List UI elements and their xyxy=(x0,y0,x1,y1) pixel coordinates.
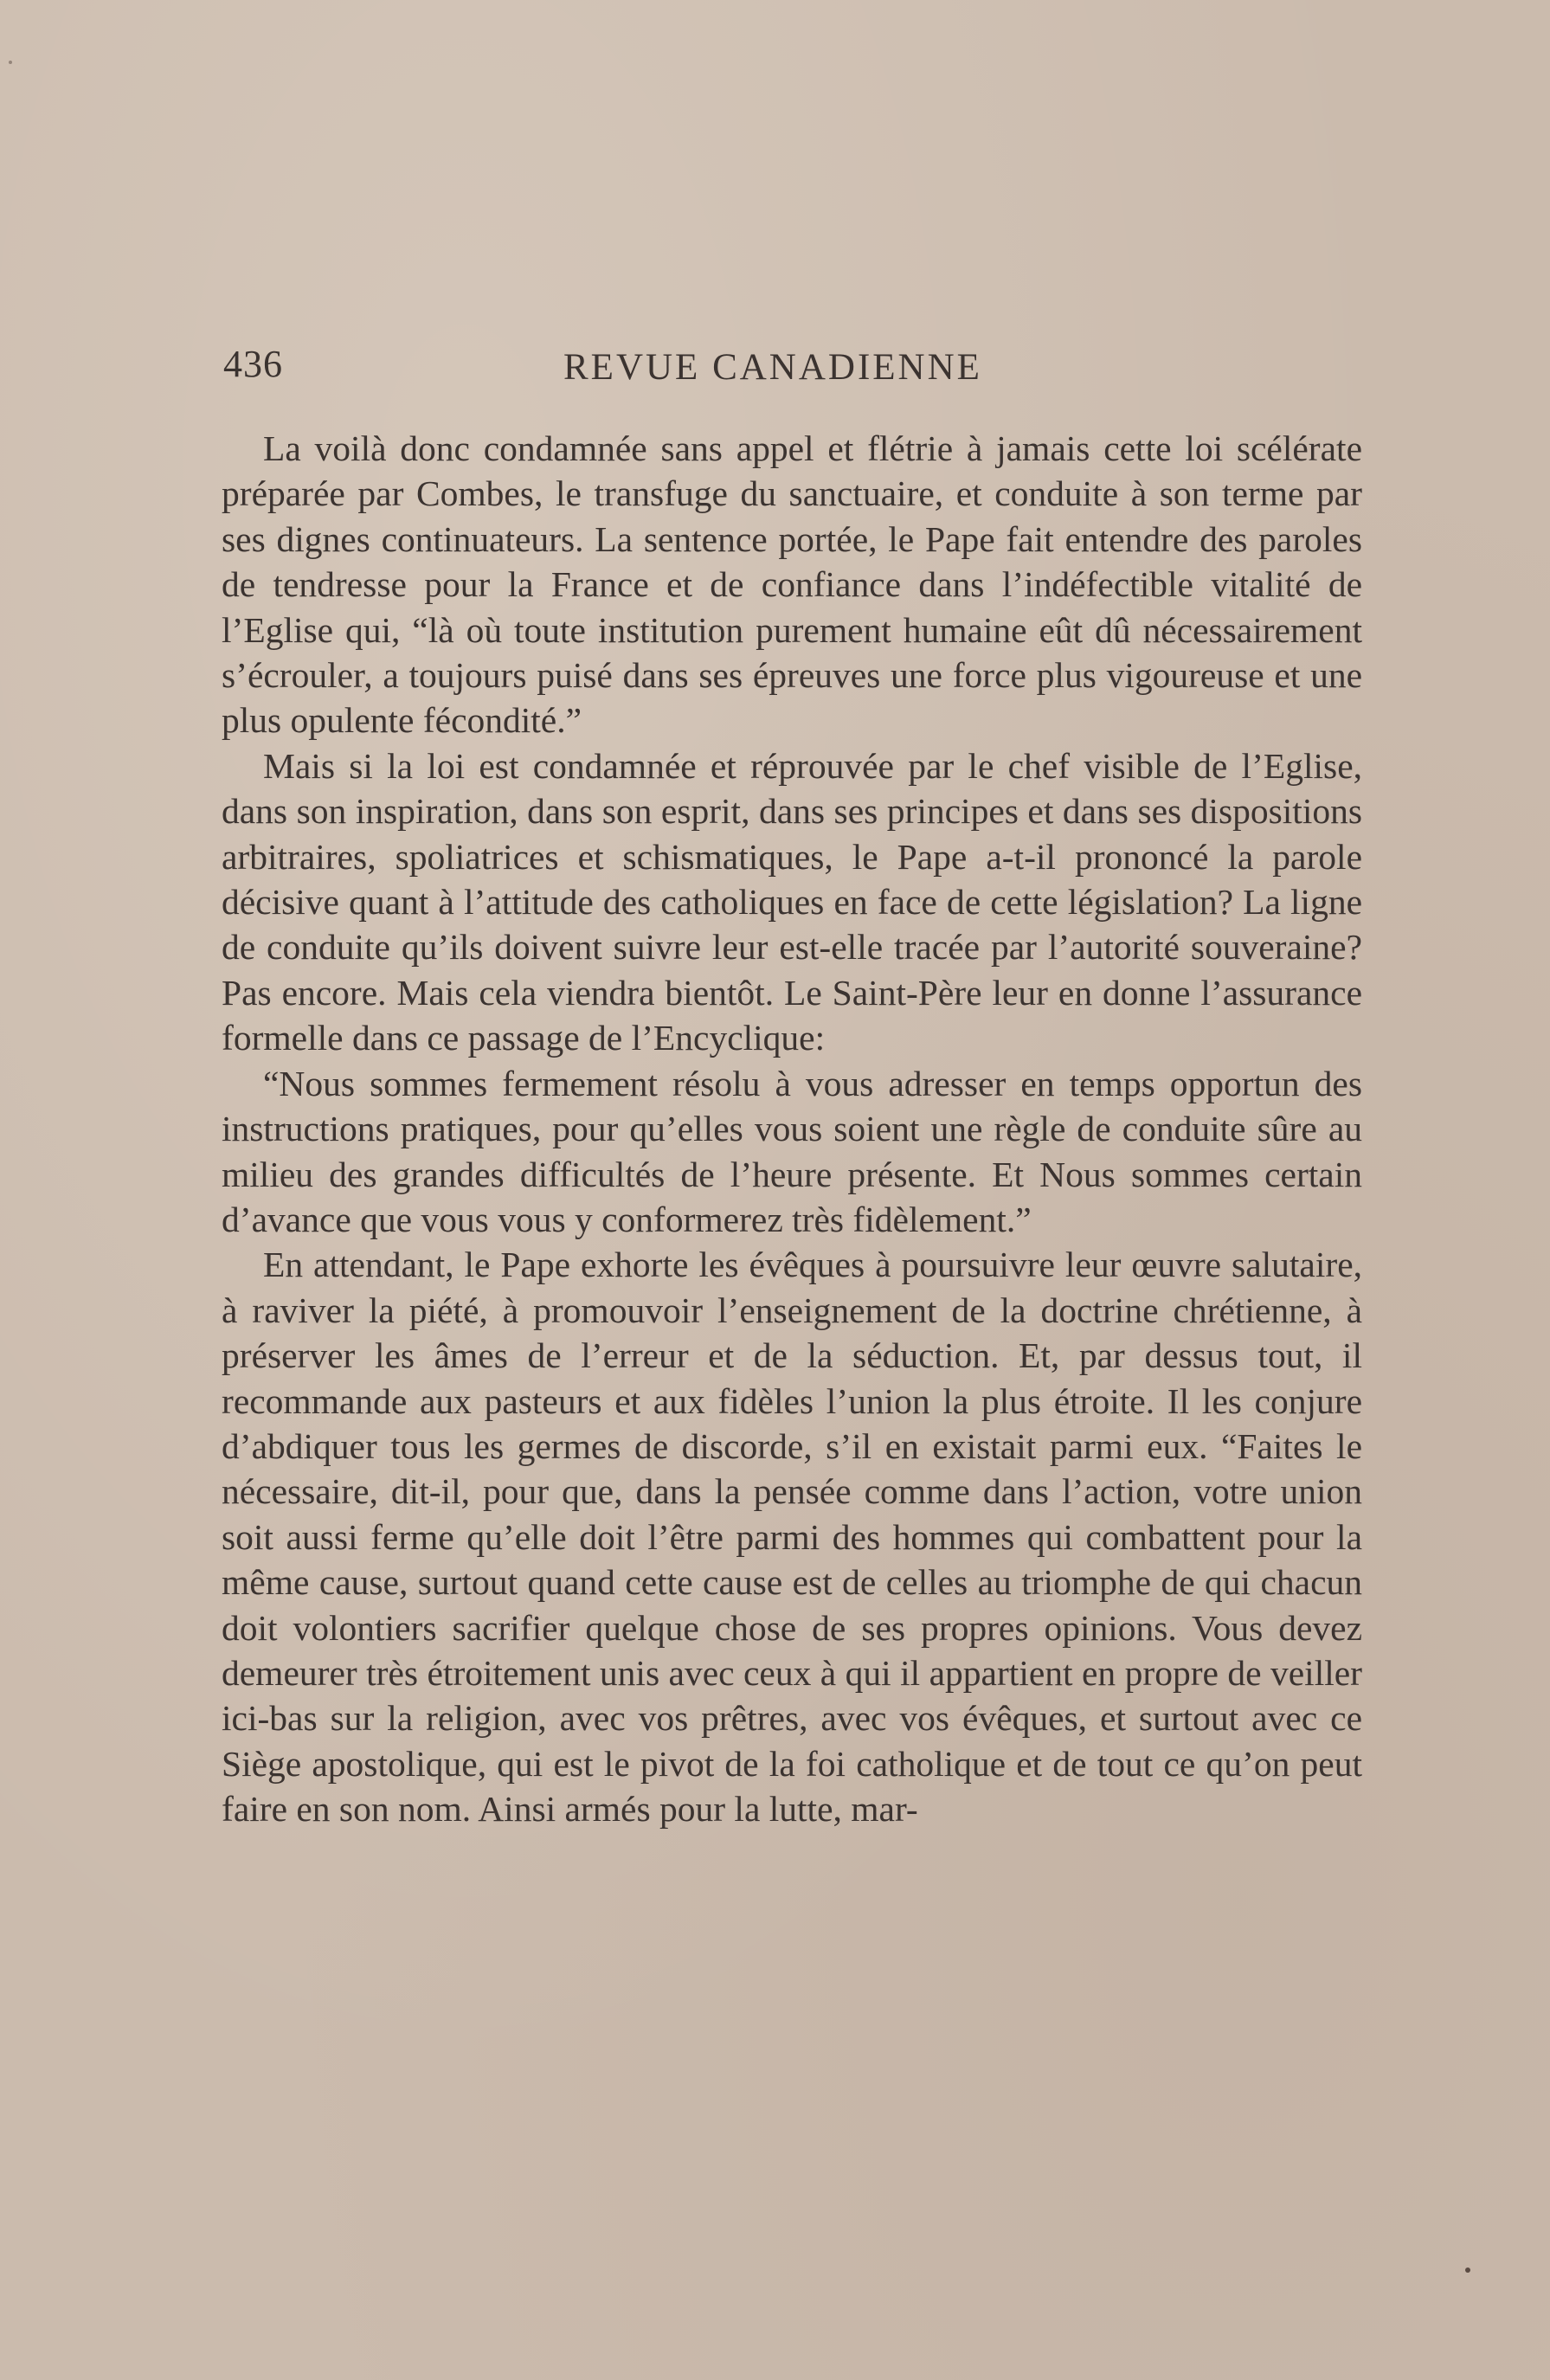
paragraph: La voilà donc condamnée sans appel et flétrie à jamais cette loi scélérate préparée par Combes, le transfuge du sanctuaire, et conduite à son terme par ses dignes continuateurs. La sentence portée, le Pape fait entendre des paroles de tendresse pour la France et de confiance dans l’indéfectible vitalité de l’Eglise qui, “là où toute institution purement humaine eût dû nécessairement s’écrouler, a toujours puisé dans ses épreuves une force plus vigoureuse et une plus opulente fécondité.” xyxy=(222,428,1362,741)
page-header xyxy=(223,342,1366,394)
page-number: 436 xyxy=(223,343,283,385)
paragraph: “Nous sommes fermement résolu à vous adresser en temps opportun des instructions pratiques, pour qu’elles vous soient une règle de conduite sûre au milieu des grandes difficultés de l’heure présente. Et Nous sommes certain d’avance que vous vous y conformerez très fidèlement.” xyxy=(222,1063,1362,1239)
running-title: REVUE CANADIENNE xyxy=(563,347,982,388)
paragraph: En attendant, le Pape exhorte les évêques à poursuivre leur œuvre salutaire, à raviver la piété, à promouvoir l’enseignement de la doctrine chrétienne, à préserver les âmes de l’erreur et de la séduction. Et, par dessus tout, il recommande aux pasteurs et aux fidèles l’union la plus étroite. Il les conjure d’abdiquer tous les germes de discorde, s’il en existait parmi eux. “Faites le nécessaire, dit-il, pour que, dans la pensée comme dans l’action, votre union soit aussi ferme qu’elle doit l’être parmi des hommes qui combattent pour la même cause, surtout quand cette cause est de celles au triomphe de qui chacun doit volontiers sacrifier quelque chose de ses propres opinions. Vous devez demeurer très étroitement unis avec ceux à qui il appartient en propre de veiller ici-bas sur la religion, avec vos prêtres, avec vos évêques, et surtout avec ce Siège apostolique, qui est le pivot de la foi catholique et de tout ce qu’on peut faire en son nom. Ainsi armés pour la lutte, mar- xyxy=(222,1245,1362,1830)
paper-speck xyxy=(9,61,12,64)
paper-speck xyxy=(1465,2267,1470,2273)
paragraph: Mais si la loi est condamnée et réprouvée par le chef visible de l’Eglise, dans son inspiration, dans son esprit, dans ses principes et dans ses dispositions arbitraires, spoliatrices et schismatiques, le Pape a-t-il prononcé la parole décisive quant à l’attitude des catholiques en face de cette législation? La ligne de conduite qu’ils doivent suivre leur est-elle tracée par l’autorité souveraine? Pas encore. Mais cela viendra bientôt. Le Saint-Père leur en donne l’assurance formelle dans ce passage de l’Encyclique: xyxy=(222,745,1362,1058)
body-text xyxy=(222,426,1362,1832)
